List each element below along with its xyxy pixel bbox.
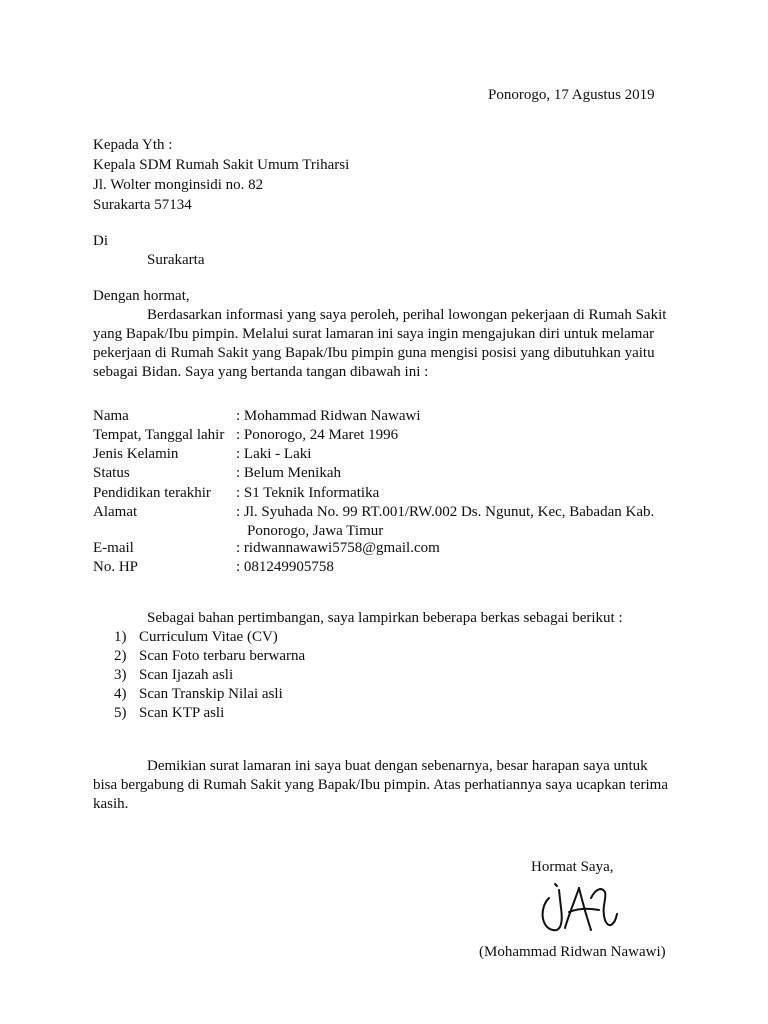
letter-date: Ponorogo, 17 Agustus 2019	[488, 87, 655, 103]
recipient-street: Jl. Wolter monginsidi no. 82	[93, 177, 264, 193]
list-text: Scan Ijazah asli	[139, 667, 234, 683]
bio-label: Pendidikan terakhir	[93, 485, 211, 501]
bio-value: : S1 Teknik Informatika	[236, 485, 380, 501]
list-text: Scan Transkip Nilai asli	[139, 686, 283, 702]
signer-name: (Mohammad Ridwan Nawawi)	[479, 944, 666, 960]
intro-line: yang Bapak/Ibu pimpin. Melalui surat lamaran ini saya ingin mengajukan diri untuk melamar	[93, 326, 655, 342]
recipient-location: Surakarta	[147, 252, 205, 268]
list-number: 4)	[114, 686, 127, 702]
bio-label: E-mail	[93, 540, 134, 556]
list-number: 2)	[114, 648, 127, 664]
list-number: 5)	[114, 705, 127, 721]
bio-value-continued: Ponorogo, Jawa Timur	[247, 523, 384, 539]
recipient-di: Di	[93, 233, 108, 249]
closing-line: Demikian surat lamaran ini saya buat dengan sebenarnya, besar harapan saya untuk	[147, 758, 648, 774]
bio-value: : Jl. Syuhada No. 99 RT.001/RW.002 Ds. Ngunut, Kec, Babadan Kab.	[236, 504, 655, 520]
bio-label: Jenis Kelamin	[93, 446, 179, 462]
closing-line: kasih.	[93, 796, 129, 812]
bio-label: Tempat, Tanggal lahir	[93, 427, 225, 443]
handwritten-signature	[535, 878, 625, 942]
closing-line: bisa bergabung di Rumah Sakit yang Bapak/Ibu pimpin. Atas perhatiannya saya ucapkan terima	[93, 777, 668, 793]
recipient-name: Kepala SDM Rumah Sakit Umum Triharsi	[93, 157, 350, 173]
bio-value: : Laki - Laki	[236, 446, 312, 462]
sign-off: Hormat Saya,	[531, 859, 614, 875]
bio-label: Status	[93, 465, 130, 481]
salutation: Dengan hormat,	[93, 288, 190, 304]
attachments-intro: Sebagai bahan pertimbangan, saya lampirkan beberapa berkas sebagai berikut :	[147, 610, 623, 626]
bio-label: No. HP	[93, 559, 139, 575]
bio-value: : Belum Menikah	[236, 465, 341, 481]
list-text: Scan KTP asli	[139, 705, 225, 721]
recipient-city: Surakarta 57134	[93, 197, 192, 213]
list-number: 3)	[114, 667, 127, 683]
list-text: Curriculum Vitae (CV)	[139, 629, 278, 645]
bio-value: : Ponorogo, 24 Maret 1996	[236, 427, 399, 443]
list-text: Scan Foto terbaru berwarna	[139, 648, 306, 664]
recipient-greeting: Kepada Yth :	[93, 137, 173, 153]
bio-value: : 081249905758	[236, 559, 334, 575]
list-number: 1)	[114, 629, 127, 645]
bio-value: : ridwannawawi5758@gmail.com	[236, 540, 440, 556]
intro-line: pekerjaan di Rumah Sakit yang Bapak/Ibu pimpin guna mengisi posisi yang dibutuhkan yaitu	[93, 345, 655, 361]
bio-label: Alamat	[93, 504, 138, 520]
bio-value: : Mohammad Ridwan Nawawi	[236, 408, 421, 424]
bio-label: Nama	[93, 408, 129, 424]
intro-line: Berdasarkan informasi yang saya peroleh, perihal lowongan pekerjaan di Rumah Sakit	[147, 307, 667, 323]
intro-line: sebagai Bidan. Saya yang bertanda tangan dibawah ini :	[93, 364, 429, 380]
